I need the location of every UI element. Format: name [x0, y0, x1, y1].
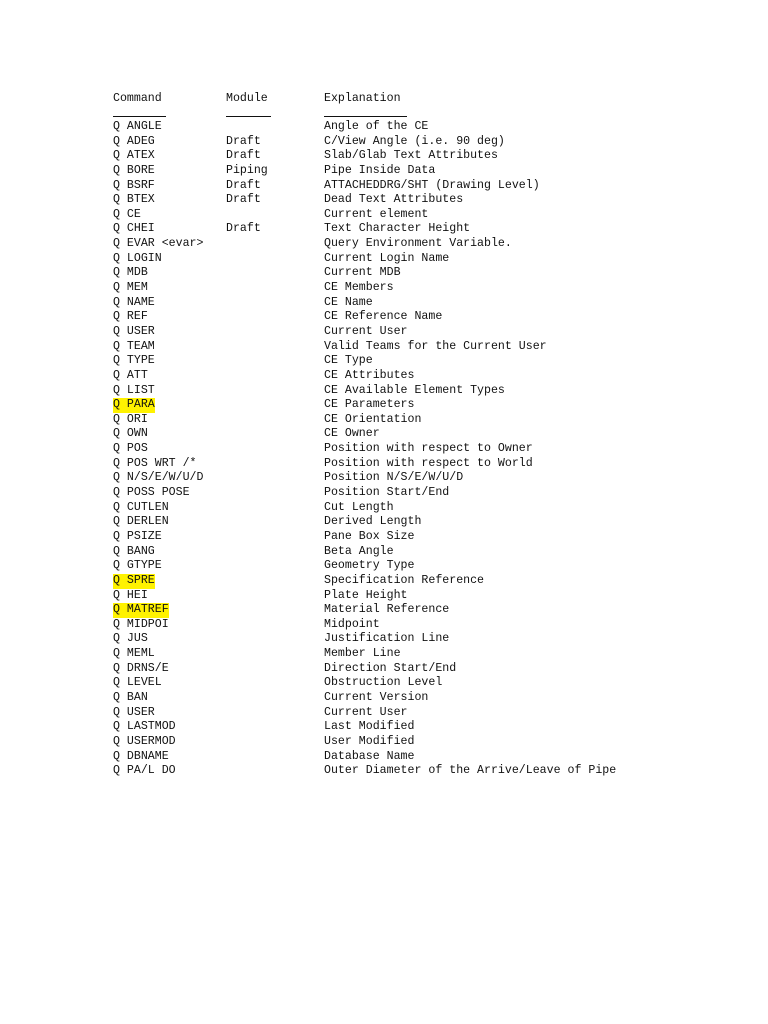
- explanation-cell: Dead Text Attributes: [324, 193, 464, 207]
- explanation-cell: CE Members: [324, 281, 394, 295]
- command-cell: Q OWN: [113, 427, 148, 441]
- table-row: [113, 750, 733, 765]
- command-cell: Q POSS POSE: [113, 486, 190, 500]
- explanation-cell: Database Name: [324, 749, 415, 763]
- module-cell: Draft: [226, 193, 261, 207]
- explanation-cell: Current Version: [324, 690, 429, 704]
- table-row: [113, 530, 733, 545]
- command-cell: Q BAN: [113, 690, 148, 704]
- command-cell: Q LOGIN: [113, 251, 162, 265]
- explanation-cell: Specification Reference: [324, 573, 485, 587]
- explanation-cell: Current User: [324, 324, 408, 338]
- explanation-cell: CE Type: [324, 354, 373, 368]
- explanation-cell: ATTACHEDDRG/SHT (Drawing Level): [324, 178, 540, 192]
- table-row: [113, 676, 733, 691]
- explanation-cell: Position Start/End: [324, 486, 450, 500]
- header-module: Module: [226, 92, 268, 105]
- command-cell: Q BTEX: [113, 193, 155, 207]
- table-row: [113, 574, 733, 589]
- command-cell: Q POS: [113, 442, 148, 456]
- command-cell: Q MEM: [113, 281, 148, 295]
- command-cell: Q DBNAME: [113, 749, 169, 763]
- table-row: [113, 369, 733, 384]
- command-cell: Q POS WRT /*: [113, 456, 197, 470]
- command-cell: Q REF: [113, 310, 148, 324]
- table-row: [113, 208, 733, 223]
- table-row: [113, 266, 733, 281]
- explanation-cell: Material Reference: [324, 603, 450, 617]
- table-row: [113, 135, 733, 150]
- explanation-cell: Slab/Glab Text Attributes: [324, 149, 498, 163]
- table-body: [113, 120, 733, 779]
- explanation-cell: Position with respect to Owner: [324, 442, 533, 456]
- explanation-cell: Current Login Name: [324, 251, 450, 265]
- explanation-cell: Position N/S/E/W/U/D: [324, 471, 464, 485]
- table-row: [113, 632, 733, 647]
- explanation-cell: CE Attributes: [324, 368, 415, 382]
- table-row: [113, 193, 733, 208]
- table-row: [113, 354, 733, 369]
- explanation-cell: Position with respect to World: [324, 456, 533, 470]
- table-row: [113, 662, 733, 677]
- table-row: [113, 149, 733, 164]
- table-row: [113, 237, 733, 252]
- explanation-cell: Current MDB: [324, 266, 401, 280]
- explanation-cell: Pipe Inside Data: [324, 163, 436, 177]
- table-row: [113, 120, 733, 135]
- command-cell: Q LIST: [113, 383, 155, 397]
- explanation-cell: Member Line: [324, 647, 401, 661]
- explanation-cell: Direction Start/End: [324, 661, 457, 675]
- header-underline-row: [113, 106, 733, 120]
- explanation-cell: Current User: [324, 705, 408, 719]
- command-cell: Q ORI: [113, 412, 148, 426]
- explanation-cell: Current element: [324, 207, 429, 221]
- command-cell: Q PSIZE: [113, 529, 162, 543]
- command-cell: Q EVAR <evar>: [113, 237, 204, 251]
- command-cell: Q USER: [113, 705, 155, 719]
- explanation-cell: Obstruction Level: [324, 676, 443, 690]
- table-row: [113, 559, 733, 574]
- command-cell: Q JUS: [113, 632, 148, 646]
- table-row: [113, 340, 733, 355]
- command-cell: Q DERLEN: [113, 515, 169, 529]
- header-command-underline: [113, 116, 166, 117]
- table-row: [113, 486, 733, 501]
- table-row: [113, 457, 733, 472]
- command-cell: Q BORE: [113, 163, 155, 177]
- explanation-cell: CE Orientation: [324, 412, 422, 426]
- command-cell: Q SPRE: [113, 573, 155, 587]
- explanation-cell: Derived Length: [324, 515, 422, 529]
- table-row: [113, 515, 733, 530]
- command-cell: Q MIDPOI: [113, 617, 169, 631]
- table-row: [113, 603, 733, 618]
- module-cell: Draft: [226, 149, 261, 163]
- command-cell: Q ANGLE: [113, 120, 162, 133]
- explanation-cell: Query Environment Variable.: [324, 237, 512, 251]
- command-cell: Q GTYPE: [113, 559, 162, 573]
- header-explanation: Explanation: [324, 92, 401, 105]
- explanation-cell: Text Character Height: [324, 222, 471, 236]
- command-cell: Q MDB: [113, 266, 148, 280]
- explanation-cell: CE Parameters: [324, 398, 415, 412]
- explanation-cell: C/View Angle (i.e. 90 deg): [324, 134, 505, 148]
- header-explanation-underline: [324, 116, 407, 117]
- table-row: [113, 618, 733, 633]
- table-row: [113, 325, 733, 340]
- command-cell: Q MEML: [113, 647, 155, 661]
- table-row: [113, 296, 733, 311]
- table-row: [113, 735, 733, 750]
- explanation-cell: CE Reference Name: [324, 310, 443, 324]
- table-row: [113, 310, 733, 325]
- table-row: [113, 501, 733, 516]
- table-row: [113, 764, 733, 779]
- table-row: [113, 281, 733, 296]
- command-cell: Q LASTMOD: [113, 720, 176, 734]
- command-cell: Q USERMOD: [113, 734, 176, 748]
- table-row: [113, 398, 733, 413]
- command-cell: Q PARA: [113, 398, 155, 412]
- module-cell: Draft: [226, 178, 261, 192]
- explanation-cell: Outer Diameter of the Arrive/Leave of Pipe: [324, 764, 617, 778]
- command-cell: Q ATT: [113, 368, 148, 382]
- command-cell: Q HEI: [113, 588, 148, 602]
- command-cell: Q CHEI: [113, 222, 155, 236]
- command-cell: Q BSRF: [113, 178, 155, 192]
- command-cell: Q ATEX: [113, 149, 155, 163]
- command-cell: Q PA/L DO: [113, 764, 176, 778]
- table-row: [113, 589, 733, 604]
- explanation-cell: Plate Height: [324, 588, 408, 602]
- command-cell: Q MATREF: [113, 603, 169, 617]
- explanation-cell: CE Name: [324, 295, 373, 309]
- explanation-cell: CE Available Element Types: [324, 383, 505, 397]
- command-cell: Q TEAM: [113, 339, 155, 353]
- explanation-cell: Angle of the CE: [324, 120, 429, 133]
- header-command: Command: [113, 92, 162, 105]
- explanation-cell: Pane Box Size: [324, 529, 415, 543]
- explanation-cell: Valid Teams for the Current User: [324, 339, 547, 353]
- explanation-cell: Beta Angle: [324, 544, 394, 558]
- table-row: [113, 427, 733, 442]
- table-row: [113, 413, 733, 428]
- command-cell: Q BANG: [113, 544, 155, 558]
- module-cell: Draft: [226, 134, 261, 148]
- command-cell: Q NAME: [113, 295, 155, 309]
- command-cell: Q LEVEL: [113, 676, 162, 690]
- header-module-underline: [226, 116, 271, 117]
- module-cell: Piping: [226, 163, 268, 177]
- command-table: [113, 91, 733, 779]
- explanation-cell: Geometry Type: [324, 559, 415, 573]
- table-row: [113, 545, 733, 560]
- table-row: [113, 720, 733, 735]
- explanation-cell: Last Modified: [324, 720, 415, 734]
- explanation-cell: User Modified: [324, 734, 415, 748]
- table-row: [113, 164, 733, 179]
- command-cell: Q CUTLEN: [113, 500, 169, 514]
- command-cell: Q CE: [113, 207, 141, 221]
- table-row: [113, 647, 733, 662]
- explanation-cell: Justification Line: [324, 632, 450, 646]
- explanation-cell: CE Owner: [324, 427, 380, 441]
- command-cell: Q ADEG: [113, 134, 155, 148]
- table-header: [113, 91, 733, 106]
- command-cell: Q DRNS/E: [113, 661, 169, 675]
- command-cell: Q USER: [113, 324, 155, 338]
- explanation-cell: Midpoint: [324, 617, 380, 631]
- explanation-cell: Cut Length: [324, 500, 394, 514]
- table-row: [113, 442, 733, 457]
- table-row: [113, 471, 733, 486]
- table-row: [113, 252, 733, 267]
- table-row: [113, 179, 733, 194]
- table-row: [113, 706, 733, 721]
- module-cell: Draft: [226, 222, 261, 236]
- table-row: [113, 222, 733, 237]
- command-cell: Q TYPE: [113, 354, 155, 368]
- command-cell: Q N/S/E/W/U/D: [113, 471, 204, 485]
- table-row: [113, 384, 733, 399]
- table-row: [113, 691, 733, 706]
